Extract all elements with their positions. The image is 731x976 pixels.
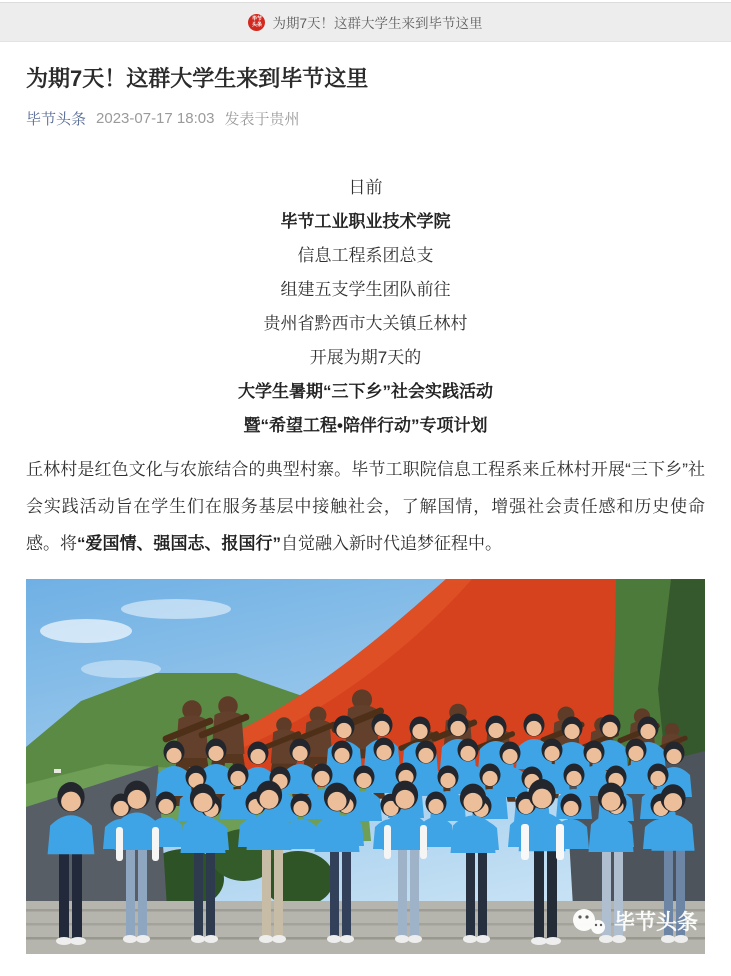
intro-line: 信息工程系团总支: [297, 245, 434, 265]
publish-location: 发表于贵州: [224, 110, 300, 128]
intro-line: 贵州省黔西市大关镇丘林村: [263, 313, 468, 333]
paragraph-text: 丘林村是红色文化与农旅结合的典型村寨。毕节工职院信息工程系来丘林村开展“三下乡”社会实践活动旨在学生们在服务基层中接触社会，了解国情，增强社会责任感和历史使命感。将: [26, 459, 705, 553]
account-logo-icon: [248, 14, 265, 31]
logo-text-bottom: 头条: [251, 22, 262, 28]
group-photo[interactable]: [26, 579, 705, 954]
article-title: 为期7天！这群大学生来到毕节这里: [26, 66, 369, 91]
intro-line: 毕节工业职业技术学院: [280, 211, 451, 231]
paragraph-text: 自觉融入新时代追梦征程中。: [281, 533, 502, 553]
publish-datetime: 2023-07-17 18:03: [96, 109, 215, 127]
bottom-spacer: [26, 954, 705, 976]
intro-line: 开展为期7天的: [309, 347, 422, 367]
centered-intro-lines: [26, 171, 705, 443]
intro-line: 组建五支学生团队前往: [280, 279, 451, 299]
intro-line: 暨“希望工程•陪伴行动”专项计划: [243, 415, 488, 435]
logo-text-top: 毕节: [251, 16, 262, 22]
byline: [26, 108, 705, 129]
account-name-link[interactable]: 毕节头条: [26, 110, 87, 128]
article-body: [0, 64, 731, 976]
watermark-text: 毕节头条: [614, 910, 698, 934]
paragraph-bold-text: “爱国情、强国志、报国行”: [77, 533, 281, 553]
window-titlebar: [0, 2, 731, 42]
lead-paragraph: [26, 451, 705, 562]
intro-line: 日前: [348, 177, 383, 197]
intro-line: 大学生暑期“三下乡”社会实践活动: [238, 381, 493, 401]
titlebar-text: 为期7天！这群大学生来到毕节这里: [272, 16, 483, 31]
